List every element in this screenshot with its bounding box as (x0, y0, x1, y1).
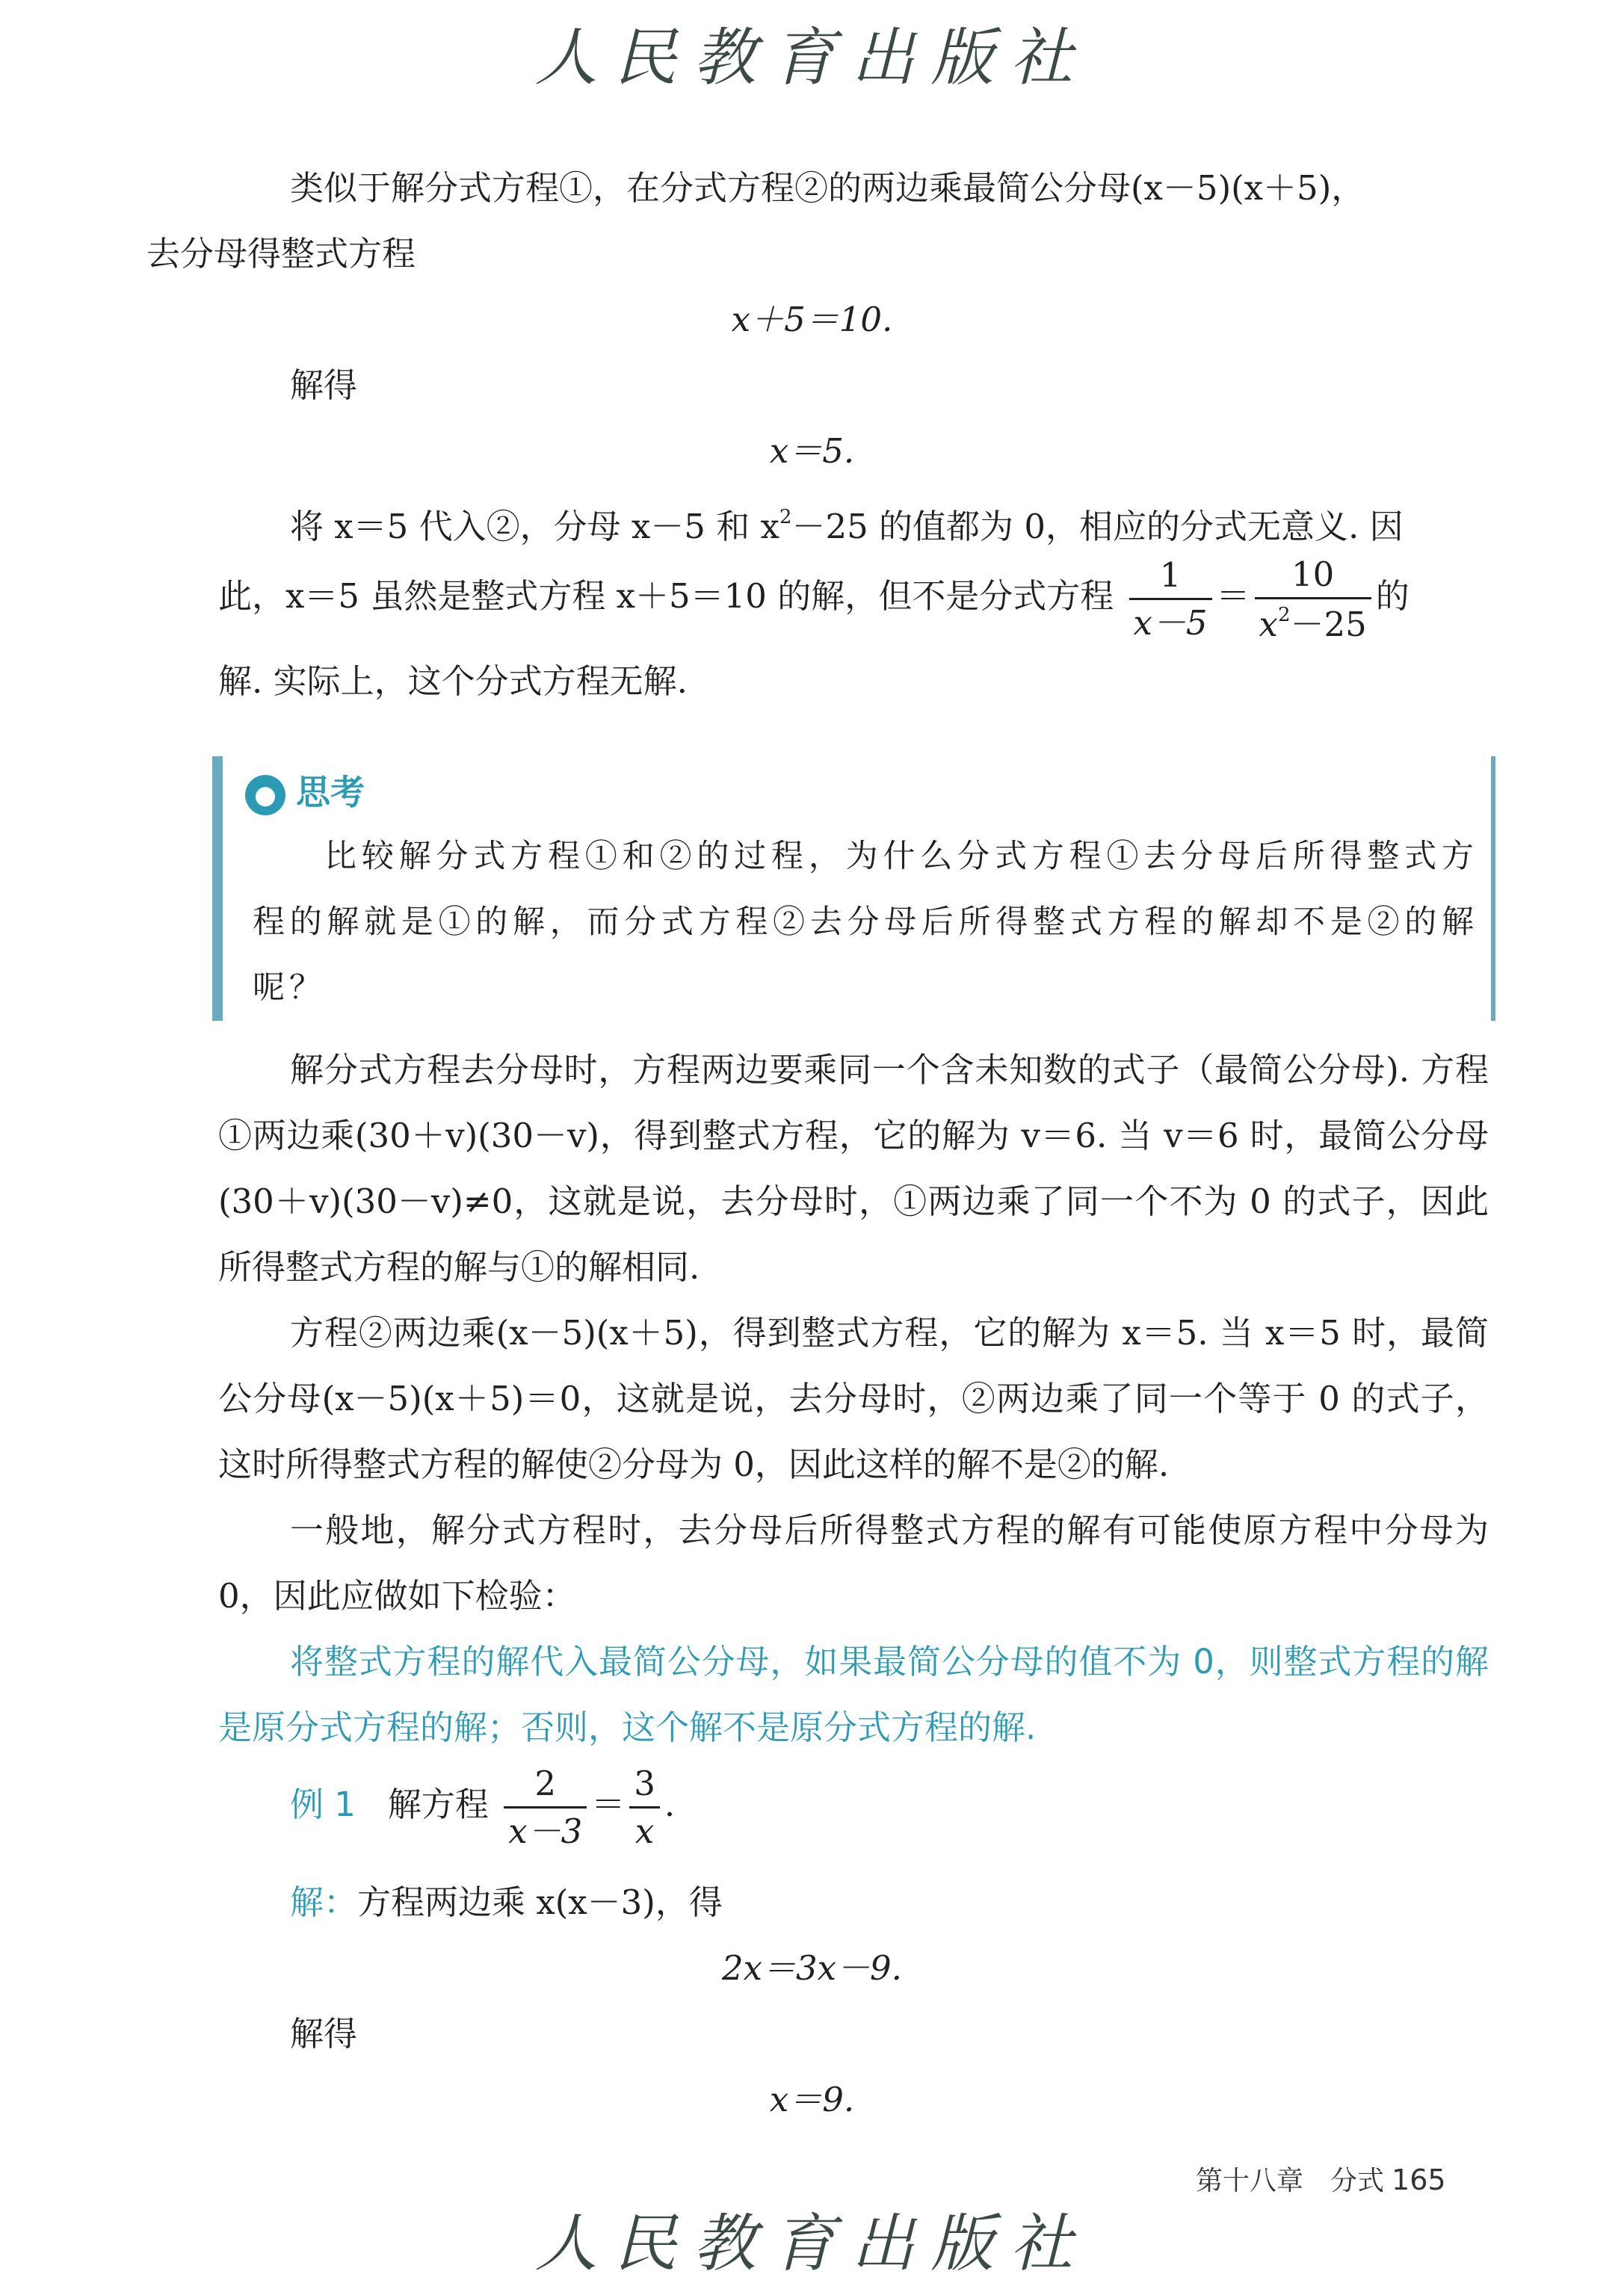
fraction-right: $\frac{10}{x^2-25}$ (1255, 557, 1371, 641)
example-label: 例 1 (290, 1785, 356, 1824)
paragraph-substitution-line-2: 此，x＝5 虽然是整式方程 x＋5＝10 的解，但不是分式方程 $\frac{1}{x-5}$ ＝ $\frac{10}{x^2-25}$ 的 (218, 554, 1410, 644)
think-header (245, 765, 365, 815)
solve-label-1: 解得 (290, 365, 358, 405)
solution-label: 解： (290, 1882, 358, 1922)
highlight-rule: 将整式方程的解代入最简公分母，如果最简公分母的值不为 0，则整式方程的解是原分式方程的解；否则，这个解不是原分式方程的解. (218, 1642, 1489, 1747)
paragraph-general: 一般地，解分式方程时，去分母后所得整式方程的解有可能使原方程中分母为 0，因此应做如下检验： (218, 1510, 1489, 1616)
solution-equation-1: 2x＝3x－9. (722, 1948, 902, 1988)
paragraph-explanation-2: 方程②两边乘(x－5)(x＋5)，得到整式方程，它的解为 x＝5. 当 x＝5 时，最简公分母(x－5)(x＋5)＝0，这就是说，去分母时，②两边乘了同一个等于 0 的式子，这时所得整式方程的解使②分母为 0，因此这样的解不是②的解. (218, 1313, 1489, 1484)
example-1: 例 1 解方程 $\frac{2}{x-3}$ ＝ $\frac{3}{x}$ . (290, 1764, 676, 1851)
solution-equation-2: x＝9. (769, 2080, 855, 2119)
intro-line-2: 去分母得整式方程 (146, 234, 416, 274)
example-fraction-left: $\frac{2}{x-3}$ (504, 1767, 587, 1848)
think-body: 比较解分式方程①和②的过程，为什么分式方程①去分母后所得整式方程的解就是①的解，而分式方程②去分母后所得整式方程的解却不是②的解呢？ (253, 838, 1478, 1007)
paragraph-substitution-line-3: 解. 实际上，这个分式方程无解. (218, 661, 688, 701)
think-box (212, 756, 1495, 1021)
paragraph-explanation-1: 解分式方程去分母时，方程两边要乘同一个含未知数的式子（最简公分母). 方程①两边乘(30＋v)(30－v)，得到整式方程，它的解为 v＝6. 当 v＝6 时，最简公分母(30＋v)(30－v)≠0，这就是说，去分母时，①两边乘了同一个不为 0 的式子，因此所得整式方程的解与①的解相同. (218, 1050, 1489, 1287)
publisher-logo-top: 人民教育出版社 (534, 21, 1090, 94)
equation-solution-1: x＝5. (769, 431, 855, 471)
solution-intro: 解：方程两边乘 x(x－3)，得 (290, 1882, 723, 1922)
equation-integer-1: x＋5＝10. (731, 300, 893, 339)
think-title: 思考 (296, 772, 365, 812)
fraction-left: $\frac{1}{x-5}$ (1129, 558, 1212, 640)
solve-label-2: 解得 (290, 2014, 358, 2054)
paragraph-intro (146, 155, 1489, 287)
publisher-logo-bottom: 人民教育出版社 (534, 2207, 1090, 2280)
paragraph-substitution: 将 x＝5 代入②，分母 x－5 和 $x^2-25$ 的值都为 0，相应的分式无意义. 因 (290, 506, 1404, 546)
page-footer (1196, 2160, 1446, 2198)
example-fraction-right: $\frac{3}{x}$ (629, 1767, 660, 1848)
chapter-title: 第十八章 分式 (1196, 2166, 1385, 2196)
intro-line-1: 类似于解分式方程①，在分式方程②的两边乘最简公分母(x－5)(x＋5)， (290, 168, 1365, 208)
lightbulb-icon: ● (245, 775, 285, 815)
page-number: 165 (1392, 2163, 1446, 2196)
